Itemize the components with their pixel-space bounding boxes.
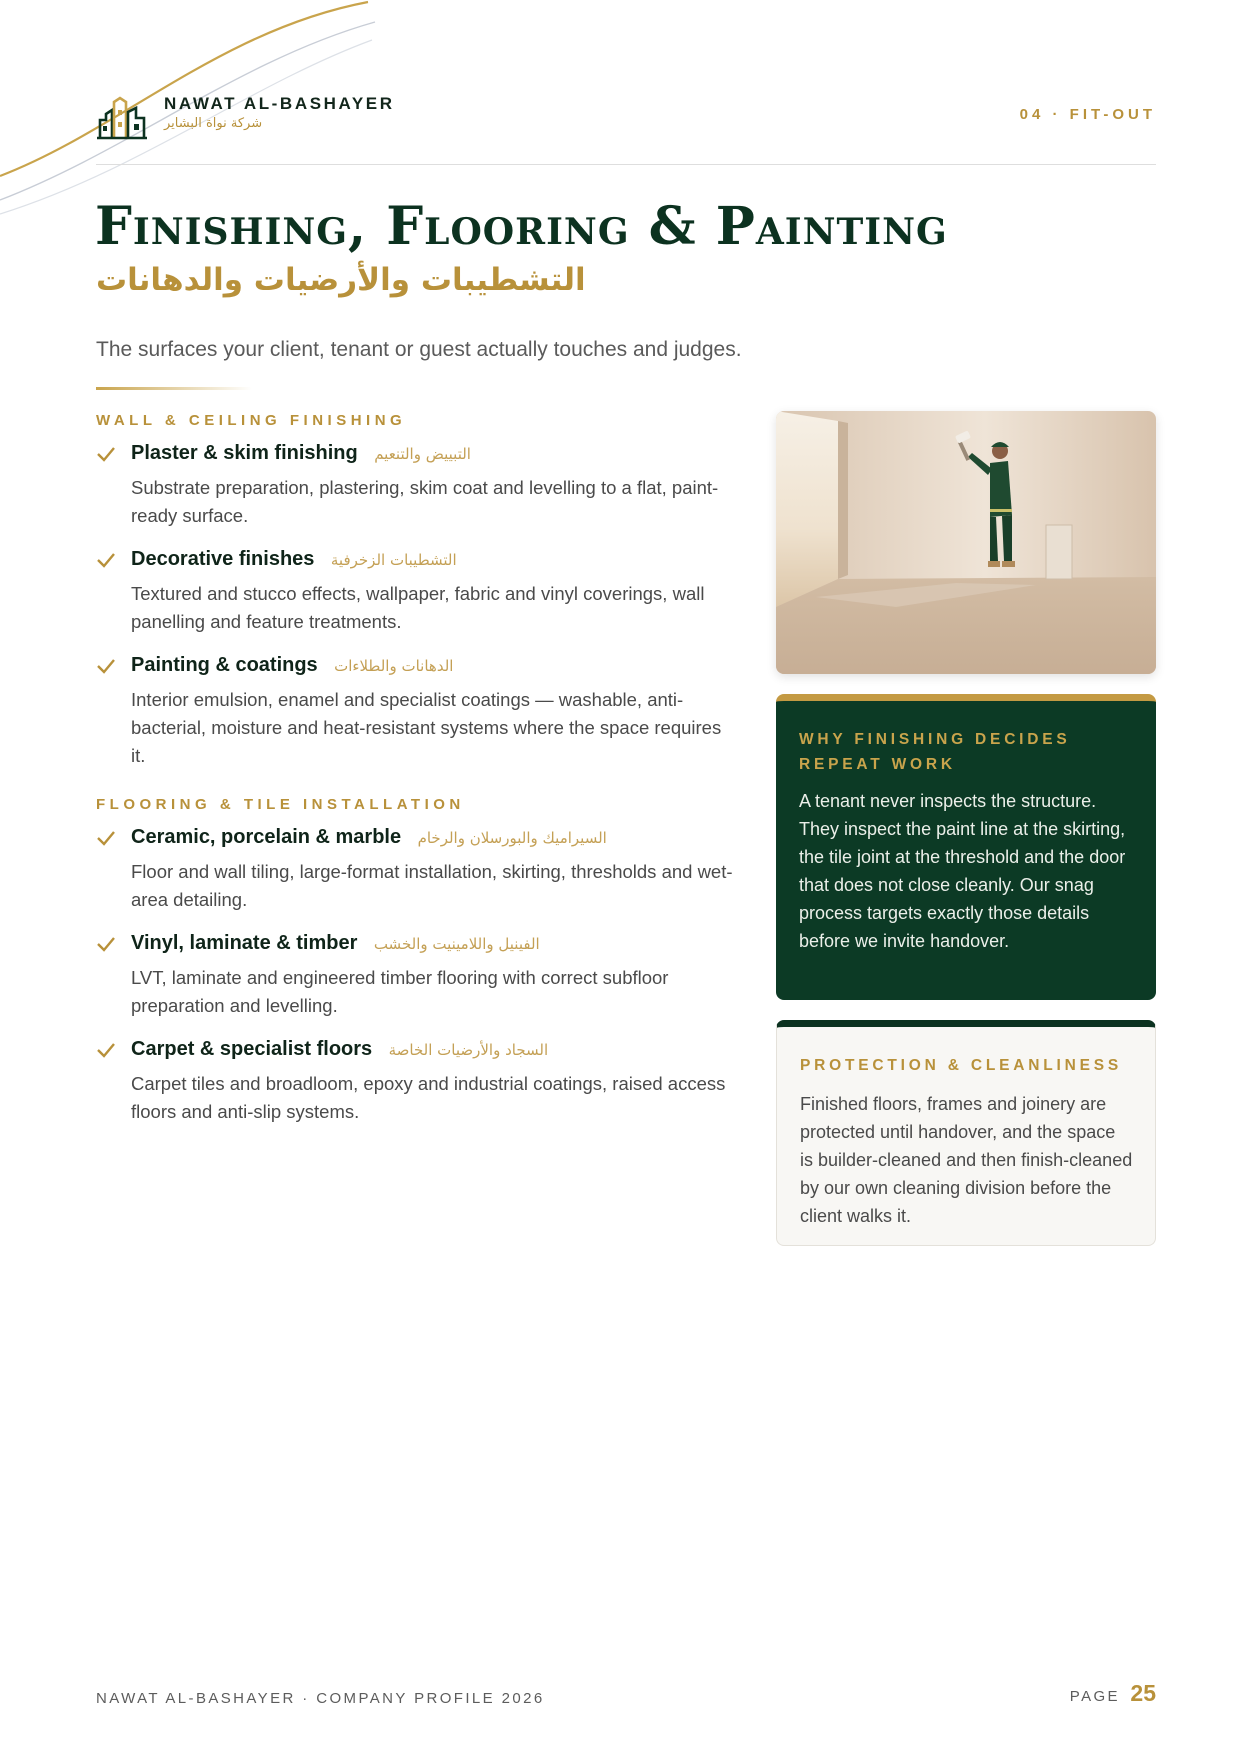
callout-text: Finished floors, frames and joinery are protected until handover, and the space is builder-cleaned and then finish-cleaned by our own cleaning division before the client walks it. — [800, 1094, 1133, 1226]
item-title: Ceramic, porcelain & marble — [131, 826, 402, 848]
chapter-label: 04 · FIT-OUT — [1019, 106, 1156, 123]
check-icon — [96, 1041, 116, 1059]
callout-title: PROTECTION & CLEANLINESS — [800, 1057, 1122, 1074]
why-finishing-callout — [776, 694, 1156, 1000]
page-title-arabic: التشطيبات والأرضيات والدهانات — [96, 262, 586, 298]
list-item — [96, 653, 736, 770]
protection-callout — [776, 1020, 1156, 1246]
item-title: Carpet & specialist floors — [131, 1038, 373, 1060]
item-title-arabic: التشطيبات الزخرفية — [330, 551, 457, 569]
check-icon — [96, 445, 116, 463]
brand-name: NAWAT AL-BASHAYER — [164, 94, 395, 113]
section-label-flooring: FLOORING & TILE INSTALLATION — [96, 796, 465, 813]
page-title: Finishing, Flooring & Painting — [95, 196, 948, 257]
header-divider — [96, 164, 1156, 165]
lead-text: The surfaces your client, tenant or guest actually touches and judges. — [96, 338, 742, 361]
check-icon — [96, 657, 116, 675]
item-title: Plaster & skim finishing — [131, 442, 358, 464]
item-title-arabic: السيراميك والبورسلان والرخام — [417, 829, 607, 847]
check-icon — [96, 829, 116, 847]
painter-photo — [776, 411, 1156, 674]
list-item — [96, 547, 736, 636]
item-description: Textured and stucco effects, wallpaper, fabric and vinyl coverings, wall panelling and feature treatments. — [131, 583, 705, 632]
footer-text: NAWAT AL-BASHAYER · COMPANY PROFILE 2026 — [96, 1690, 545, 1707]
item-title: Painting & coatings — [131, 654, 318, 676]
item-title-arabic: الدهانات والطلاءات — [334, 657, 454, 675]
item-description: Substrate preparation, plastering, skim coat and levelling to a flat, paint-ready surface. — [131, 477, 719, 526]
list-item — [96, 1037, 736, 1126]
item-description: Interior emulsion, enamel and specialist coatings — washable, anti-bacterial, moisture and heat-resistant systems where the space requires it. — [131, 689, 722, 766]
callout-title: WHY FINISHING DECIDES REPEAT WORK — [799, 731, 1071, 773]
item-title-arabic: السجاد والأرضيات الخاصة — [388, 1041, 549, 1059]
check-icon — [96, 551, 116, 569]
item-title-arabic: الفينيل واللامينيت والخشب — [373, 935, 540, 953]
item-description: Floor and wall tiling, large-format installation, skirting, thresholds and wet-area detailing. — [131, 861, 733, 910]
services-column — [96, 412, 736, 1143]
list-item — [96, 441, 736, 530]
section-label-wall-ceiling: WALL & CEILING FINISHING — [96, 412, 407, 429]
page-number: 25 — [1130, 1680, 1156, 1706]
brand-name-arabic: شركة نواة البشاير — [164, 116, 263, 131]
item-title: Decorative finishes — [131, 548, 315, 570]
item-description: Carpet tiles and broadloom, epoxy and industrial coatings, raised access floors and anti-slip systems. — [131, 1073, 726, 1122]
page-header — [96, 88, 1156, 164]
page-number-block — [1070, 1680, 1156, 1707]
lead-divider — [96, 387, 252, 390]
page-label: PAGE — [1069, 1688, 1120, 1705]
item-description: LVT, laminate and engineered timber flooring with correct subfloor preparation and levelling. — [131, 967, 669, 1016]
item-title: Vinyl, laminate & timber — [131, 932, 358, 954]
callout-text: A tenant never inspects the structure. They inspect the paint line at the skirting, the tile joint at the threshold and the door that does not close cleanly. Our snag process targets exactly those details before we invite handover. — [799, 791, 1126, 951]
item-title-arabic: التبييض والتنعيم — [374, 445, 471, 463]
check-icon — [96, 935, 116, 953]
building-logo-icon — [96, 96, 148, 140]
list-item — [96, 825, 736, 914]
list-item — [96, 931, 736, 1020]
